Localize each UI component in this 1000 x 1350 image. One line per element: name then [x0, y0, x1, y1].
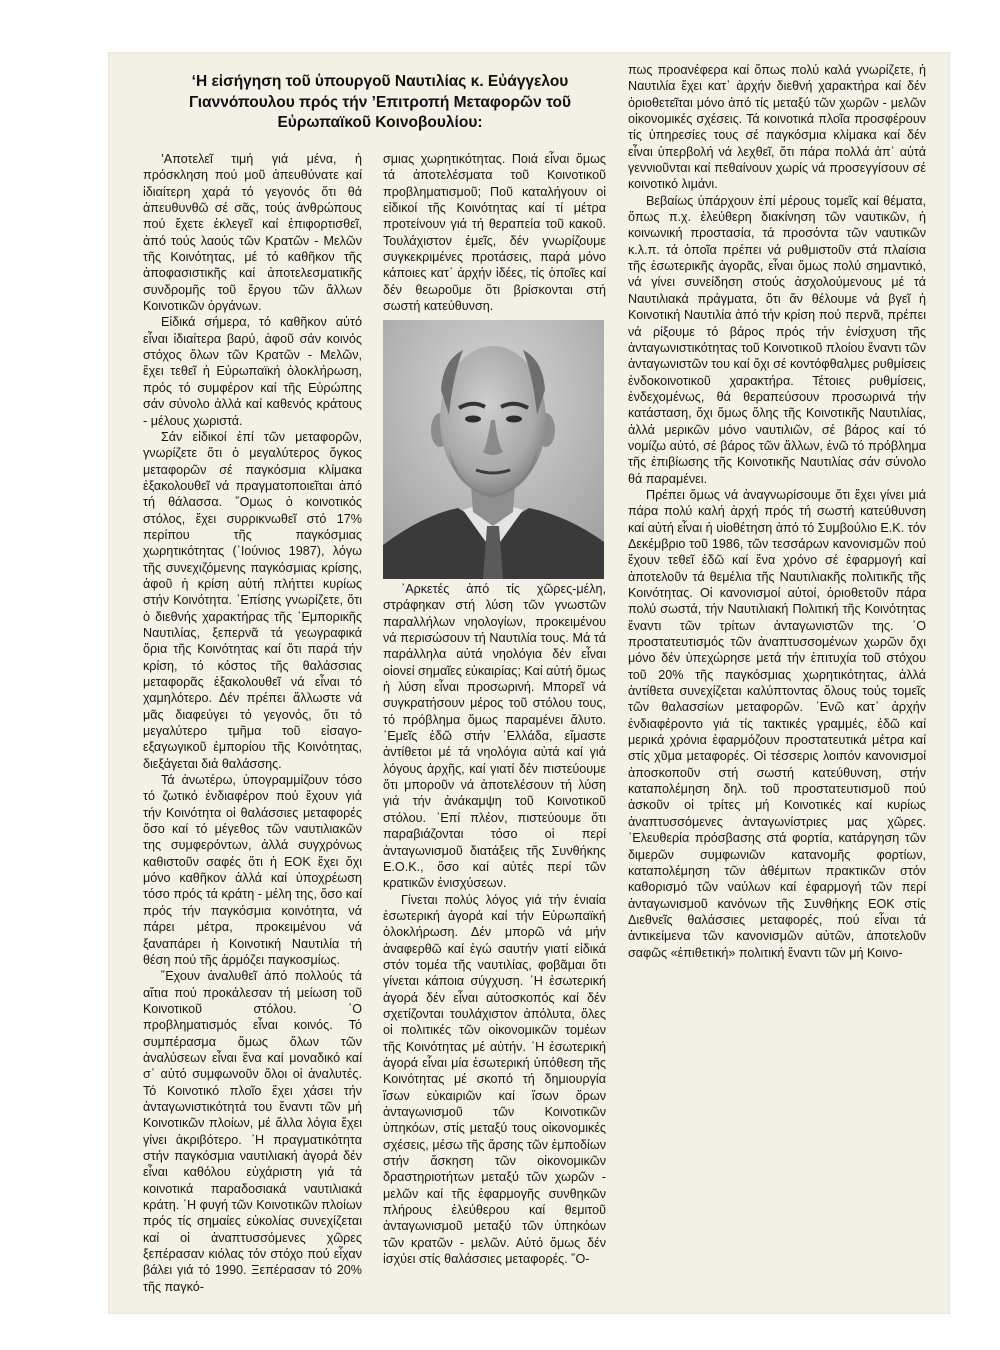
paragraph: ᾽Αρκετές ἀπό τίς χῶρες-μέλη, στράφηκαν στή λύση τῶν γνωστῶν παραλλήλων νηολογίων, προκειμένου νά περισώσουν τή Ναυτιλία τους. Μά τά παράλληλα αὐτά νηολόγια δέν εἶναι οἱονεί σημαῖες εὐκαιρίας; Καί αὐτή ὅμως ἡ λύση εἶναι προσωρινή. Μπορεῖ νά συγκρατήσουν μέρος τοῦ στόλου τους, τό πρόβλημα ὅμως παραμένει ἄλυτο. ᾽Εμεῖς ἐδῶ στήν ῾Ελλάδα, εἴμαστε ἀντίθετοι μέ τά νηολόγια αὐτά καί γιά λόγους ἀρχῆς, καί γιατί δέν πιστεύουμε ὅτι μποροῦν νά ἀποτελέσουν τή λύση γιά τήν ἀνάκαμψη τοῦ Κοινοτικοῦ στόλου. ᾽Επί πλέον, πιστεύουμε ὅτι παραβιάζονται τόσο οἱ περί ἀνταγωνισμοῦ διατάξεις τῆς Συνθήκης Ε.Ο.Κ., ὅσο καί αὐτές περί τῶν κρατικῶν ἐνισχύσεων.	[383, 582, 606, 891]
minister-portrait-photo	[383, 320, 604, 579]
paragraph: πως προανέφερα καί ὅπως πολύ καλά γνωρίζετε, ἡ Ναυτιλία ἔχει κατ᾽ ἀρχήν διεθνή χαρακτήρα καί δέν ὁριοθετεῖται μόνο ἀπό τίς μεταξύ τῶν χωρῶν - μελῶν οἰκονομικές σχέσεις. Τά κοινοτικά πλοῖα προσφέρουν τίς ὑπηρεσίες τους σέ παγκόσμια κλίμακα καί δέν εἶναι ὑπερβολή νά λεχθεῖ, ὅτι πάρα πολλά ἀπ᾽ αὐτά γεννιοῦνται καί πεθαίνουν χωρίς νά προσεγγίσουν σέ κοινοτικό λιμάνι.	[628, 63, 926, 192]
paragraph: Σάν εἰδικοί ἐπί τῶν μεταφορῶν, γνωρίζετε ὅτι ὁ μεγαλύτερος ὄγκος μεταφορῶν σέ παγκόσμια κλίμακα ἐξακολουθεῖ νά πραγματοποιεῖται ἀπό τή θάλασσα. ῞Ομως ὁ κοινοτικός στόλος, ἔχει συρρικνωθεῖ στό 17% περίπου τῆς παγκόσμιας χωρητικότητας (᾽Ιούνιος 1987), λόγω τῆς συνεχιζόμενης παγκόσμιας κρίσης, ἀφοῦ ἡ κρίση αὐτή πλήττει κυρίως στήν Κοινότητα. ᾽Επίσης γνωρίζετε, ὅτι ὁ διεθνής χαρακτήρας τῆς ᾽Εμπορικῆς Ναυτιλίας, ξεπερνᾶ τά γεωγραφικά ὅρια τῆς Κοινότητας καί ὅτι παρά τήν κρίση, τό κόστος τῆς θαλάσσιας μεταφορᾶς ἐξακολουθεῖ νά εἶναι τό χαμηλότερο. Δέν πρέπει ἄλλωστε νά μᾶς διαφεύγει τό γεγονός, ὅτι τό μεγαλύτερο τμῆμα τοῦ εἰσαγο-εξαγωγικοῦ ἐμπορίου τῆς Κοινότητας, διεξάγεται διά θαλάσσης.	[143, 429, 362, 771]
column-1	[143, 151, 362, 1295]
paragraph: Γίνεται πολύς λόγος γιά τήν ἑνιαία ἐσωτερική ἀγορά καί τήν Εὐρωπαϊκή ὁλοκλήρωση. Δέν μπορῶ νά μήν ἀναφερθῶ καί ἐγώ σαυτήν γιατί εἰδικά στόν τομέα τῆς ναυτιλίας, φοβᾶμαι ὅτι γίνεται κάποια σύγχυση. ᾽Η ἐσωτερική ἀγορά δέν εἶναι αὐτοσκοπός καί δέν σχετίζονται τουλάχιστον ἀπόλυτα, ὅλες οἱ πολιτικές τῶν οἰκονομικῶν τομέων τῆς Κοινότητας μέ αὐτήν. ᾽Η ἐσωτερική ἀγορά εἶναι μία ἐσωτερική ὑπόθεση τῆς Κοινότητας μέ σκοπό τή δημιουργία ἴσων εὐκαιριῶν καί ἴσων ὅρων ἀνταγωνισμοῦ τῶν Κοινοτικῶν ὑπηκόων, στίς μεταξύ τους οἰκονομικές σχέσεις, μέσω τῆς ἄρσης τῶν ἐμποδίων στήν ἄσκηση τῶν οἰκονομικῶν δραστηριοτήτων μεταξύ τῶν χωρῶν - μελῶν καί τῆς ἐφαρμογῆς συνθηκῶν πλήρους ἐλεύθερου καί θεμιτοῦ ἀνταγωνισμοῦ μεταξύ τῶν ὑπηκόων τῶν κρατῶν - μελῶν. Αὐτό ὅμως δέν ἰσχύει στίς θαλάσσιες μεταφορές. ῞Ο-	[383, 892, 606, 1267]
column-2-bottom	[383, 581, 606, 1267]
column-2-top	[383, 151, 606, 314]
paragraph: Πρέπει ὅμως νά ἀναγνωρίσουμε ὅτι ἔχει γίνει μιά πάρα πολύ καλή ἀρχή πρός τή σωστή κατεύθυνση καί αὐτή εἶναι ἡ υἱοθέτηση ἀπό τό Συμβούλιο Ε.Κ. τόν Δεκέμβριο τοῦ 1986, τῶν τεσσάρων κανονισμῶν πού ἔχουν τεθεῖ ἐδῶ καί ἕνα χρόνο σέ ἐφαρμογή καί ἀποτελοῦν τά θεμέλια τῆς Ναυτιλιακῆς πολιτικῆς τῆς Κοινότητας. Οἱ κανονισμοί αὐτοί, ὁριοθετοῦν πάρα πολύ σωστά, τήν Ναυτιλιακή Πολιτική τῆς Κοινότητας ἔναντι τῶν τρίτων ἀνταγωνιστῶν της. ᾽Ο προστατευτισμός τῶν ἀναπτυσσομένων χωρῶν ὄχι μόνο δέν ὑπεχώρησε μετά τήν ἐπιτυχία τοῦ στόχου τοῦ 20% τῆς παγκόσμιας χωρητικότητας, ἀλλά ἀντίθετα συνεχίζεται καλύπτοντας ὅλους τούς τομεῖς τῶν θαλασσίων μεταφορῶν. ᾽Ενῶ κατ᾽ ἀρχήν ἐνδιαφέροντο γιά τίς τακτικές γραμμές, ἐδῶ καί μερικά χρόνια ἐφαρμόζουν προστατευτικά μέτρα καί στίς χῦμα μεταφορές. Οἱ τέσσερις λοιπόν κανονισμοί ἀποσκοποῦν στή σωστή κατεύθυνση, στήν καταπολέμηση δηλ. τοῦ προστατευτισμοῦ πού ἀσκοῦν οἱ τρίτες μή Κοινοτικές καί κυρίως ἀναπτυσσόμενες ἀνταγωνίστριες μας χῶρες. ᾽Ελευθερία πρόσβασης στά φορτία, κατάργηση τῶν διμερῶν συμφωνιῶν κατανομῆς φορτίων, καταπολέμηση τῶν ἀθέμιτων πρακτικῶν στόν καθορισμό τῶν ναύλων καί ἐφαρμογή τῶν περί ἀνταγωνισμοῦ κανόνων τῆς Συνθήκης ΕΟΚ στίς Διεθνεῖς θαλάσσιες μεταφορές, πού εἶναι τά ἀντικείμενα τῶν κανονισμῶν αὐτῶν, ἀποτελοῦν σαφῶς «ἐπιθετική» πολιτική ἔναντι τῶν μή Κοινο-	[628, 487, 926, 960]
paragraph: σμιας χωρητικότητας. Ποιά εἶναι ὅμως τά ἀποτελέσματα τοῦ Κοινοτικοῦ προβληματισμοῦ; Ποῦ καταλήγουν οἱ εἰδικοί τῆς Κοινότητας καί τί μέτρα προτείνουν γιά τή θεραπεία τοῦ κακοῦ. Τουλάχιστον ἐμεῖς, δέν γνωρίζουμε συγκεκριμένες προτάσεις, παρά μόνο κάποιες κατ᾽ ἀρχήν ἰδέες, τίς ὁποῖες καί δέν θεωροῦμε ὅτι βρίσκονται στή σωστή κατεύθυνση.	[383, 152, 606, 314]
column-3	[628, 62, 926, 961]
paragraph: ’Αποτελεῖ τιμή γιά μένα, ἡ πρόσκληση πού μοῦ ἀπευθύνατε καί ἰδιαίτερη χαρά τό γεγονός ὅτι θά ἀπευθυνθῶ σέ σᾶς, τούς ἀνθρώπους πού ἔχετε ἐκλεγεῖ καί ἐπιφορτισθεῖ, ἀπό τούς λαούς τῶν Κρατῶν - Μελῶν τῆς Κοινότητας, μέ τό καθῆκον τῆς ἀποφασιστικῆς καί ἀποτελεσματικῆς συνδρομῆς τοῦ ἔργου τῶν ἄλλων Κοινοτικῶν ὀργάνων.	[143, 152, 362, 314]
paragraph: Τά ἀνωτέρω, ὑπογραμμίζουν τόσο τό ζωτικό ἐνδιαφέρον πού ἔχουν γιά τήν Κοινότητα οἱ θαλάσσιες μεταφορές ὅσο καί τό μέγεθος τῶν ναυτιλιακῶν της συμφερόντων, ἀλλά συγχρόνως καθιστοῦν σαφές ὅτι ἡ ΕΟΚ ἔχει ὄχι μόνο καθῆκον ἀλλά καί ὑποχρέωση τόσο πρός τά κράτη - μέλη της, ὅσο καί πρός τήν παγκόσμια κοινότητα, νά πάρει μέτρα, προκειμένου νά ξαναπάρει ἡ Κοινοτική Ναυτιλία τή θέση πού τῆς ἁρμόζει παγκοσμίως.	[143, 773, 362, 967]
portrait-illustration	[383, 320, 604, 579]
paragraph: ῞Εχουν ἀναλυθεῖ ἀπό πολλούς τά αἴτια πού προκάλεσαν τή μείωση τοῦ Κοινοτικοῦ στόλου. ᾽Ο προβληματισμός εἶναι κοινός. Τό συμπέρασμα ὅμως ὅλων τῶν ἀναλύσεων εἶναι ἕνα καί μοναδικό καί σ᾽ αὐτό συμφωνοῦν ὅλοι οἱ ἀναλυτές. Τό Κοινοτικό πλοῖο ἔχει χάσει τήν ἀνταγωνιστικότητά του ἔναντι τῶν μή Κοινοτικῶν πλοίων, μέ ἄλλα λόγια ἔχει γίνει ἀκριβότερο. ᾽Η πραγματικότητα στήν παγκόσμια ναυτιλιακή ἀγορά δέν εἶναι καθόλου εὐχάριστη γιά τά κοινοτικά παραδοσιακά ναυτιλιακά κράτη. ᾽Η φυγή τῶν Κοινοτικῶν πλοίων πρός τίς σημαίες εὐκολίας συνεχίζεται καί οἱ ἀναπτυσσόμενες χῶρες ξεπέρασαν κιόλας τόν στόχο πού εἶχαν βάλει γιά τό 1990. Ξεπέρασαν τό 20% τῆς παγκό-	[143, 969, 362, 1294]
paragraph: Βεβαίως ὑπάρχουν ἐπί μέρους τομεῖς καί θέματα, ὅπως π.χ. ἐλεύθερη διακίνηση τῶν ναυτικῶν, ἡ κοινωνική προστασία, τά προσόντα τῶν ναυτικῶν κ.λ.π. τά ὁποῖα πρέπει νά ρυθμιστοῦν στά πλαίσια τῆς ἐσωτερικῆς ἀγορᾶς, εἶναι ὅμως πολύ σημαντικό, νά γίνει συνείδηση στούς ἀσχολούμενους μέ τά Ναυτιλιακά πράγματα, ὅτι ἄν θέλουμε νά βγεῖ ἡ Κοινοτική Ναυτιλία ἀπό τήν κρίση πού περνᾶ, πρέπει νά ρίξουμε τό βάρος πρός τήν ἐνίσχυση τῆς ἀνταγωνιστικότητας τοῦ Κοινοτικοῦ πλοίου ἔναντι τῶν ἀνταγωνιστῶν του καί ὄχι σέ κοντόφθαλμες ρυθμίσεις ἐνδοκοινοτικοῦ χαρακτήρα. Τέτοιες ρυθμίσεις, ἐνδεχομένως, θά θεραπεύσουν προσωρινά τήν κατάσταση, ὄχι ὅμως ὅλης τῆς Κοινοτικῆς Ναυτιλίας, ἀλλά μερικῶν μόνο ναυτιλιῶν, σέ βάρος καί τό νομίζω αὐτό, σέ βάρος τῶν ἄλλων, ἐνῶ τό πρόβλημα τῆς ἐπιβίωσης τῆς Κοινοτικῆς Ναυτιλίας σάν σύνολο θά παραμένει.	[628, 193, 926, 486]
paragraph: Εἰδικά σήμερα, τό καθῆκον αὐτό εἶναι ἰδιαίτερα βαρύ, ἀφοῦ σάν κοινός στόχος ὅλων τῶν Κρατῶν - Μελῶν, ἔχει τεθεῖ ἡ Εὐρωπαϊκή ὁλοκλήρωση, πρός τό συμφέρον καί τῆς Εὐρώπης σάν σύνολο ἀλλά καί καθενός κράτους - μέλους χωριστά.	[143, 315, 362, 428]
article-headline: ‘Η εἰσήγηση τοῦ ὑπουργοῦ Ναυτιλίας κ. Εὐάγγελου Γιαννόπουλου πρός τήν ’Επιτροπή Μεταφορῶν τοῦ Εὐρωπαϊκοῦ Κοινοβουλίου:	[188, 73, 572, 131]
